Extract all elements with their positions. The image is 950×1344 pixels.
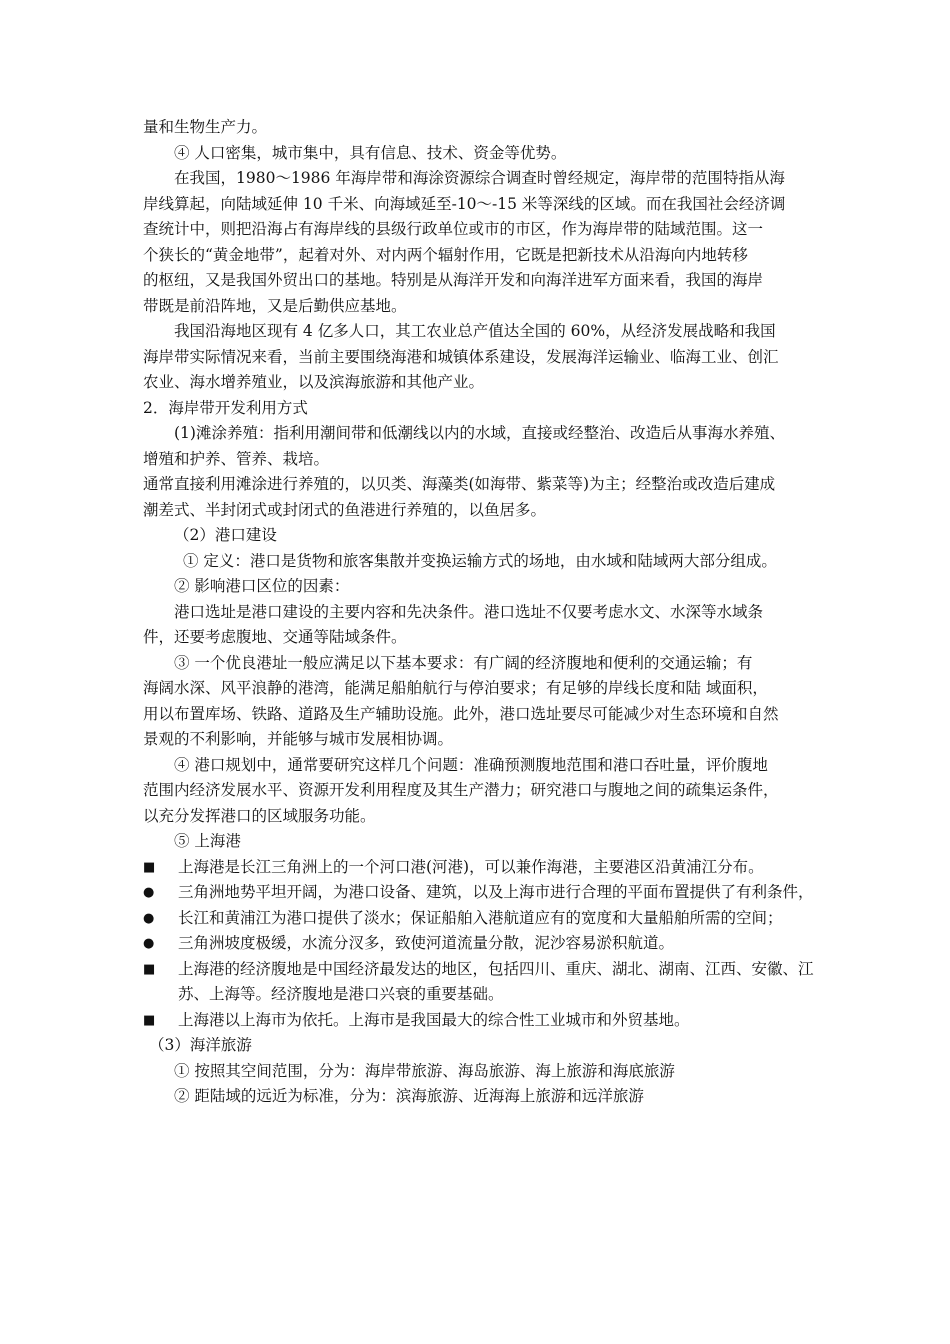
text-line: ④ 港口规划中，通常要研究这样几个问题：准确预测腹地范围和港口吞吐量，评价腹地: [174, 755, 768, 774]
bullet-text: 上海港是长江三角洲上的一个河口港(河港)，可以兼作海港，主要港区沿黄浦江分布。: [178, 857, 764, 876]
text-line: 个狭长的“黄金地带”，起着对外、对内两个辐射作用，它既是把新技术从沿海向内地转移: [143, 245, 748, 264]
bullet-item: [143, 931, 823, 957]
bullet-text: 上海港以上海市为依托。上海市是我国最大的综合性工业城市和外贸基地。: [178, 1010, 690, 1029]
text-line: 范围内经济发展水平、资源开发利用程度及其生产潜力；研究港口与腹地之间的疏集运条件，: [143, 781, 779, 799]
text-line: 港口选址是港口建设的主要内容和先决条件。港口选址不仅要考虑水文、水深等水域条: [174, 602, 764, 621]
square-bullet-icon: ■: [143, 1012, 156, 1028]
subsection-heading: （2）港口建设: [174, 526, 277, 544]
text-line: 岸线算起，向陆域延伸 10 千米、向海域延至-10～-15 米等深线的区域。而在我国社会经济调: [143, 194, 786, 213]
circle-bullet-icon: ●: [143, 885, 155, 900]
document-body: [143, 115, 823, 1110]
text-line: 查统计中，则把沿海占有海岸线的县级行政单位或市的市区，作为海岸带的陆域范围。这一: [143, 220, 764, 238]
text-line: 海岸带实际情况来看，当前主要围绕海港和城镇体系建设，发展海洋运输业、临海工业、创汇: [143, 347, 779, 366]
text-line: (1)滩涂养殖：指利用潮间带和低潮线以内的水域，直接或经整治、改造后从事海水养殖、: [174, 424, 785, 442]
text-line: ② 距陆域的远近为标准，分为：滨海旅游、近海海上旅游和远洋旅游: [174, 1087, 644, 1105]
text-line: 农业、海水增养殖业，以及滨海旅游和其他产业。: [143, 373, 485, 391]
bullet-text: 长江和黄浦江为港口提供了淡水；保证船舶入港航道应有的宽度和大量船舶所需的空间；: [178, 908, 783, 927]
text-line: 在我国，1980～1986 年海岸带和海涂资源综合调查时曾经规定，海岸带的范围特指从海: [174, 169, 785, 187]
bullet-text: 上海港的经济腹地是中国经济最发达的地区，包括四川、重庆、湖北、湖南、江西、安徽、江苏、上海等。经济腹地是港口兴衰的重要基础。: [178, 959, 814, 1003]
subsection-heading: （3）海洋旅游: [149, 1036, 252, 1054]
bullet-item: [143, 855, 823, 881]
text-line: ① 按照其空间范围，分为：海岸带旅游、海岛旅游、海上旅游和海底旅游: [174, 1061, 675, 1080]
bullet-item: [143, 957, 823, 1008]
bullet-item: [143, 880, 823, 906]
section-heading: 2．海岸带开发利用方式: [143, 398, 308, 417]
text-line: 以充分发挥港口的区域服务功能。: [143, 806, 376, 825]
text-line: 的枢纽，又是我国外贸出口的基地。特别是从海洋开发和向海洋进军方面来看，我国的海岸: [143, 271, 764, 289]
circle-bullet-icon: ●: [143, 910, 155, 926]
text-line: 增殖和护养、管养、栽培。: [143, 449, 330, 468]
text-line: 潮差式、半封闭式或封闭式的鱼港进行养殖的，以鱼居多。: [143, 500, 547, 519]
bullet-item: [143, 1008, 823, 1034]
bullet-item: [143, 906, 823, 932]
text-line: ③ 一个优良港址一般应满足以下基本要求：有广阔的经济腹地和便利的交通运输；有: [174, 653, 753, 672]
text-line: ① 定义：港口是货物和旅客集散并变换运输方式的场地，由水域和陆域两大部分组成。: [183, 551, 777, 570]
text-line: 我国沿海地区现有 4 亿多人口，其工农业总产值达全国的 60%，从经济发展战略和我国: [174, 322, 776, 340]
text-line: 带既是前沿阵地，又是后勤供应基地。: [143, 296, 407, 315]
text-line: 用以布置库场、铁路、道路及生产辅助设施。此外，港口选址要尽可能减少对生态环境和自然: [143, 704, 779, 723]
bullet-text: 三角洲坡度极缓，水流分汊多，致使河道流量分散，泥沙容易淤积航道。: [178, 934, 675, 952]
subsection-heading: ⑤ 上海港: [174, 832, 241, 850]
bullet-text: 三角洲地势平坦开阔，为港口设备、建筑，以及上海市进行合理的平面布置提供了有利条件，: [178, 883, 814, 901]
text-line: 通常直接利用滩涂进行养殖的，以贝类、海藻类(如海带、紫菜等)为主；经整治或改造后建成: [143, 475, 776, 493]
text-line: 件，还要考虑腹地、交通等陆域条件。: [143, 628, 407, 646]
text-line: ④ 人口密集，城市集中，具有信息、技术、资金等优势。: [174, 143, 567, 162]
text-line: 量和生物生产力。: [143, 118, 268, 136]
circle-bullet-icon: ●: [143, 936, 155, 951]
text-line: 海阔水深、风平浪静的港湾，能满足船舶航行与停泊要求；有足够的岸线长度和陆 域面积，: [143, 679, 768, 697]
text-line: ② 影响港口区位的因素：: [174, 577, 350, 595]
square-bullet-icon: ■: [143, 859, 156, 875]
square-bullet-icon: ■: [143, 961, 156, 977]
text-line: 景观的不利影响，并能够与城市发展相协调。: [143, 730, 454, 748]
